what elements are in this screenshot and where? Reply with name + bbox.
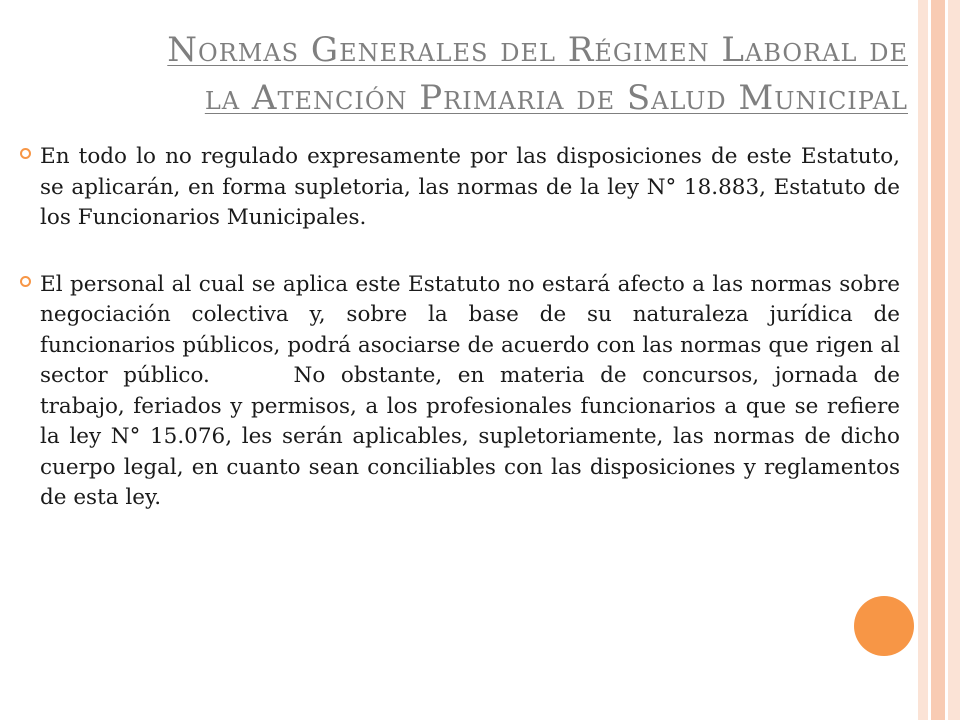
bullet-item xyxy=(20,142,900,234)
decorative-stripe xyxy=(931,0,945,720)
decorative-stripe xyxy=(948,0,960,720)
bullet-text-part-1: El personal al cual se aplica este Estatuto no estará afecto a las normas sobre negociación colectiva y, sobre la base de su naturaleza jurídica de funcionarios públicos, podrá asociarse de acuerdo con las normas que rigen al sector público. xyxy=(40,271,900,388)
bullet-item xyxy=(20,270,900,514)
decorative-stripe xyxy=(918,0,928,720)
hollow-circle-bullet-icon xyxy=(20,148,31,159)
orange-circle-icon xyxy=(854,596,914,656)
hollow-circle-bullet-icon xyxy=(20,276,31,287)
title-line-1: Normas Generales del Régimen Laboral de xyxy=(167,30,908,70)
bullet-text: En todo lo no regulado expresamente por las disposiciones de este Estatuto, se aplicarán, en forma supletoria, las normas de la ley N° 18.883, Estatuto de los Funcionarios Municipales. xyxy=(40,144,900,230)
slide-title xyxy=(40,26,908,122)
bullet-text xyxy=(40,270,900,514)
bullet-list xyxy=(20,142,900,550)
title-line-2: la Atención Primaria de Salud Municipal xyxy=(204,78,908,118)
bullet-text-part-2: No obstante, en materia de concursos, jornada de trabajo, feriados y permisos, a los profesionales funcionarios a que se refiere la ley N° 15.076, les serán aplicables, supletoriamente, las normas de dicho cuerpo legal, en cuanto sean conciliables con las disposiciones y reglamentos de esta ley. xyxy=(40,363,901,510)
